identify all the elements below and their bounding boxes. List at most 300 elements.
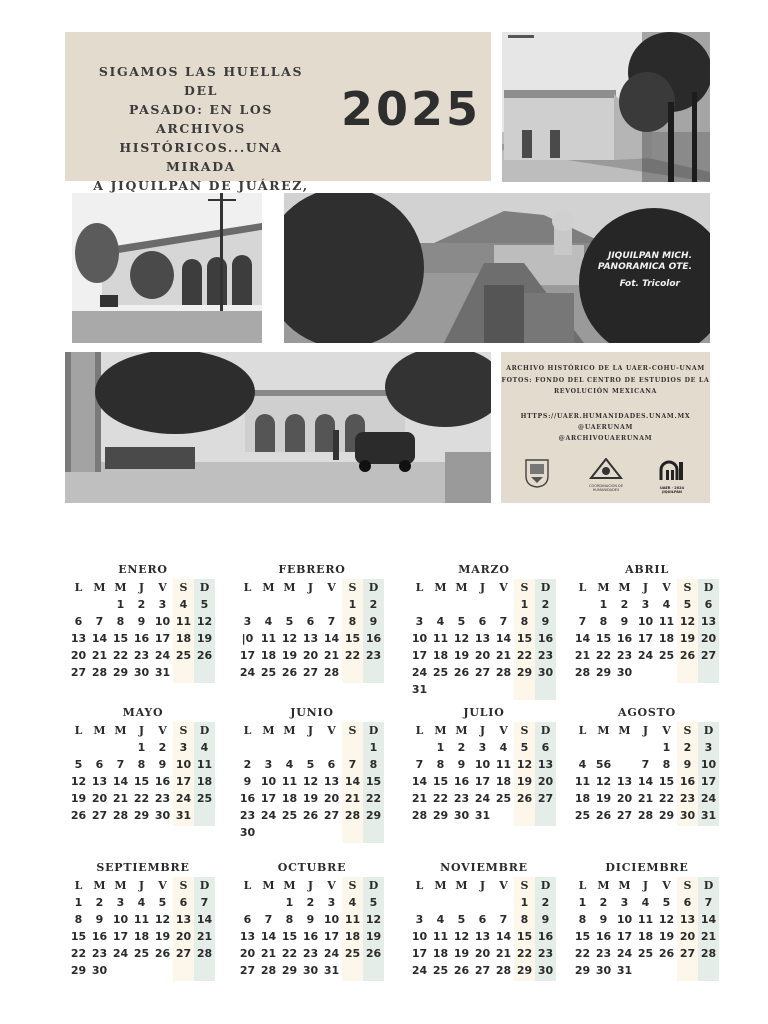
day-cell: 9 [683, 758, 692, 771]
day-cell: 4 [578, 758, 587, 771]
weekday-header: J [479, 724, 486, 737]
day-cell: 26 [281, 666, 298, 679]
day-cell: 13 [700, 615, 717, 628]
day-cell: 28 [637, 809, 654, 822]
day-cell: 6 [478, 615, 487, 628]
day-cell: 21 [495, 947, 512, 960]
day-cell: 16 [154, 775, 171, 788]
day-cell: 1 [520, 598, 529, 611]
day-cell: 9 [369, 615, 378, 628]
day-cell: 14 [637, 775, 654, 788]
day-cell: 8 [137, 758, 146, 771]
weekday-header: V [327, 724, 336, 737]
day-cell: 25 [658, 649, 675, 662]
day-cell: 22 [574, 947, 591, 960]
day-cell: 11 [133, 913, 150, 926]
day-cell: 15 [516, 632, 533, 645]
day-cell: 13 [175, 913, 192, 926]
weekday-header: D [199, 581, 210, 594]
day-cell: 25 [175, 649, 192, 662]
day-cell: 15 [70, 930, 87, 943]
day-cell: 23 [365, 649, 382, 662]
day-cell: 20 [175, 930, 192, 943]
weekday-header: M [93, 724, 106, 737]
day-cell: 14 [196, 913, 213, 926]
day-cell: 22 [365, 792, 382, 805]
weekday-header: S [520, 724, 529, 737]
day-cell: 6 [179, 896, 188, 909]
day-cell: 14 [411, 775, 428, 788]
day-cell: 16 [679, 775, 696, 788]
day-cell: 5 [285, 615, 294, 628]
day-cell: 12 [70, 775, 87, 788]
day-cell: 4 [499, 741, 508, 754]
day-cell: 10 [260, 775, 277, 788]
panorama-photo [284, 193, 710, 343]
weekday-header: L [578, 879, 587, 892]
day-cell: 24 [175, 792, 192, 805]
day-cell: 9 [95, 913, 104, 926]
day-cell: 23 [616, 649, 633, 662]
day-cell: 22 [70, 947, 87, 960]
day-cell: 9 [541, 913, 550, 926]
day-cell: 3 [415, 615, 424, 628]
day-cell: 7 [499, 913, 508, 926]
weekday-header: V [662, 724, 671, 737]
weekday-header: M [262, 581, 275, 594]
weekday-header: V [499, 879, 508, 892]
day-cell: 29 [595, 666, 612, 679]
day-cell: 18 [133, 930, 150, 943]
day-cell: 5 [457, 913, 466, 926]
day-cell: 28 [700, 947, 717, 960]
day-cell: 17 [616, 930, 633, 943]
weekday-header: D [368, 879, 379, 892]
weekday-header: L [415, 581, 424, 594]
day-cell: 12 [595, 775, 612, 788]
weekday-header: M [262, 879, 275, 892]
day-cell: 14 [112, 775, 129, 788]
weekday-header: M [455, 724, 468, 737]
day-cell: 26 [453, 666, 470, 679]
day-cell: 22 [516, 649, 533, 662]
day-cell: 17 [700, 775, 717, 788]
day-cell: 24 [154, 649, 171, 662]
day-cell: 9 [541, 615, 550, 628]
weekday-header: V [662, 879, 671, 892]
day-cell: 22 [112, 649, 129, 662]
weekday-header: L [243, 581, 252, 594]
day-cell: 16 [616, 632, 633, 645]
day-cell: 1 [285, 896, 294, 909]
day-cell: 30 [133, 666, 150, 679]
weekday-header: S [683, 581, 692, 594]
day-cell: 24 [616, 947, 633, 960]
month-name: JUNIO [290, 706, 334, 719]
day-cell: 10 [474, 758, 491, 771]
day-cell: 19 [595, 792, 612, 805]
day-cell: 2 [158, 741, 167, 754]
day-cell: 21 [495, 649, 512, 662]
day-cell: 25 [133, 947, 150, 960]
day-cell: 21 [344, 792, 361, 805]
coordinacion-logo-text: COORDINACIÓN DE HUMANIDADES [589, 484, 623, 492]
day-cell: 31 [700, 809, 717, 822]
weekday-header: J [642, 581, 649, 594]
day-cell: 13 [616, 775, 633, 788]
day-cell: 12 [453, 930, 470, 943]
weekday-header: M [283, 879, 296, 892]
day-cell: 19 [453, 649, 470, 662]
month-name: OCTUBRE [277, 861, 347, 874]
day-cell: 13 [679, 913, 696, 926]
unam-seal-logo [524, 458, 550, 488]
day-cell: 19 [453, 947, 470, 960]
day-cell: 10 [637, 615, 654, 628]
uaer-logo-text: UAER · 2024 JIQUILPAN [659, 486, 685, 494]
uaer-logo [658, 458, 686, 492]
day-cell: 2 [95, 896, 104, 909]
day-cell: 24 [411, 964, 428, 977]
social-handle-uaer[interactable]: @UAERUNAM [577, 424, 634, 431]
day-cell: 25 [260, 666, 277, 679]
day-cell: 1 [578, 896, 587, 909]
day-cell: 21 [637, 792, 654, 805]
day-cell: 11 [432, 930, 449, 943]
day-cell: 18 [432, 947, 449, 960]
day-cell: 28 [323, 666, 340, 679]
day-cell: 4 [436, 615, 445, 628]
day-cell: 18 [344, 930, 361, 943]
weekday-header: S [520, 581, 529, 594]
day-cell: 16 [595, 930, 612, 943]
day-cell: 12 [154, 913, 171, 926]
day-cell: 16 [537, 930, 554, 943]
day-cell: 19 [281, 649, 298, 662]
credits-photos: FOTOS: FONDO DEL CENTRO DE ESTUDIOS DE LA [501, 377, 710, 384]
day-cell: 18 [260, 649, 277, 662]
day-cell: 31 [616, 964, 633, 977]
day-cell: 29 [365, 809, 382, 822]
day-cell: 15 [344, 632, 361, 645]
day-cell: 23 [679, 792, 696, 805]
day-cell: 30 [453, 809, 470, 822]
day-cell: 2 [137, 598, 146, 611]
weekday-header: V [158, 724, 167, 737]
day-cell: 30 [595, 964, 612, 977]
day-cell: 11 [495, 758, 512, 771]
day-cell: 5 [520, 741, 529, 754]
weekday-header: M [262, 724, 275, 737]
day-cell: 27 [302, 666, 319, 679]
day-cell: 30 [91, 964, 108, 977]
day-cell: 3 [415, 913, 424, 926]
day-cell: 6 [327, 758, 336, 771]
weekday-header: M [597, 581, 610, 594]
day-cell: 10 [112, 913, 129, 926]
day-cell: 8 [285, 913, 294, 926]
day-cell: 19 [679, 632, 696, 645]
weekday-header: V [327, 879, 336, 892]
plaza-photo [65, 352, 491, 503]
day-cell: 56 [595, 758, 612, 771]
weekday-header: S [520, 879, 529, 892]
day-cell: 21 [91, 649, 108, 662]
day-cell: 27 [323, 809, 340, 822]
day-cell: 4 [200, 741, 209, 754]
weekday-header: L [74, 724, 83, 737]
day-cell: 7 [200, 896, 209, 909]
weekday-header: M [618, 879, 631, 892]
day-cell: 16 [91, 930, 108, 943]
coordinacion-humanidades-logo [588, 458, 624, 492]
day-cell: 12 [196, 615, 213, 628]
weekday-header: S [348, 879, 357, 892]
weekday-header: M [455, 879, 468, 892]
weekday-header: D [703, 879, 714, 892]
day-cell: 25 [637, 947, 654, 960]
weekday-header: J [642, 724, 649, 737]
day-cell: 16 [453, 775, 470, 788]
weekday-header: J [642, 879, 649, 892]
day-cell: 29 [281, 964, 298, 977]
day-cell: 27 [70, 666, 87, 679]
day-cell: 6 [541, 741, 550, 754]
day-cell: 29 [516, 666, 533, 679]
day-cell: 7 [327, 615, 336, 628]
weekday-header: D [368, 581, 379, 594]
day-cell: 24 [112, 947, 129, 960]
day-cell: 17 [175, 775, 192, 788]
day-cell: 7 [348, 758, 357, 771]
weekday-header: S [683, 724, 692, 737]
day-cell: 8 [520, 615, 529, 628]
day-cell: 1 [348, 598, 357, 611]
weekday-header: L [243, 724, 252, 737]
day-cell: 12 [453, 632, 470, 645]
day-cell: 8 [436, 758, 445, 771]
day-cell: 6 [95, 758, 104, 771]
month-name: SEPTIEMBRE [96, 861, 190, 874]
month-name: NOVIEMBRE [440, 861, 528, 874]
day-cell: 3 [179, 741, 188, 754]
day-cell: 23 [453, 792, 470, 805]
day-cell: 9 [137, 615, 146, 628]
day-cell: 14 [495, 930, 512, 943]
street-photo [502, 32, 710, 182]
credits-archive: ARCHIVO HISTÓRICO DE LA UAER-COHU-UNAM [506, 365, 705, 372]
day-cell: 5 [369, 896, 378, 909]
day-cell: 15 [432, 775, 449, 788]
day-cell: 20 [91, 792, 108, 805]
day-cell: 17 [323, 930, 340, 943]
weekday-header: M [434, 879, 447, 892]
day-cell: 30 [537, 964, 554, 977]
day-cell: 11 [260, 632, 277, 645]
day-cell: 25 [432, 666, 449, 679]
month-name: FEBRERO [278, 563, 346, 576]
website-link[interactable]: HTTPS://UAER.HUMANIDADES.UNAM.MX [520, 413, 691, 420]
day-cell: 6 [74, 615, 83, 628]
day-cell: 29 [658, 809, 675, 822]
day-cell: 9 [243, 775, 252, 788]
day-cell: 14 [574, 632, 591, 645]
day-cell: 30 [537, 666, 554, 679]
weekday-header: S [179, 879, 188, 892]
day-cell: 24 [323, 947, 340, 960]
day-cell: 14 [323, 632, 340, 645]
weekday-header: J [479, 879, 486, 892]
day-cell: 21 [574, 649, 591, 662]
day-cell: 31 [175, 809, 192, 822]
day-cell: 16 [239, 792, 256, 805]
weekday-header: M [618, 724, 631, 737]
day-cell: 27 [474, 666, 491, 679]
weekday-header: S [348, 581, 357, 594]
day-cell: 28 [411, 809, 428, 822]
day-cell: 12 [365, 913, 382, 926]
weekday-header: L [415, 724, 424, 737]
day-cell: 17 [637, 632, 654, 645]
weekday-header: M [93, 581, 106, 594]
day-cell: 4 [662, 598, 671, 611]
day-cell: 22 [133, 792, 150, 805]
day-cell: 7 [95, 615, 104, 628]
day-cell: 7 [116, 758, 125, 771]
day-cell: 3 [116, 896, 125, 909]
day-cell: 6 [704, 598, 713, 611]
day-cell: 30 [616, 666, 633, 679]
day-cell: 24 [411, 666, 428, 679]
day-cell: 5 [662, 896, 671, 909]
day-cell: 31 [411, 683, 428, 696]
day-cell: 17 [154, 632, 171, 645]
day-cell: 18 [637, 930, 654, 943]
day-cell: 17 [474, 775, 491, 788]
day-cell: 14 [700, 913, 717, 926]
day-cell: 28 [91, 666, 108, 679]
day-cell: 7 [704, 896, 713, 909]
day-cell: 13 [537, 758, 554, 771]
day-cell: 20 [70, 649, 87, 662]
day-cell: 13 [302, 632, 319, 645]
day-cell: 16 [302, 930, 319, 943]
day-cell: 25 [281, 809, 298, 822]
page-title: SIGAMOS LAS HUELLAS DEL PASADO: EN LOS ARCHIVOS HISTÓRICOS...UNA MIRADA A JIQUILPAN DE JUÁREZ, [93, 64, 309, 193]
day-cell: 20 [537, 775, 554, 788]
day-cell: 25 [432, 964, 449, 977]
month-name: AGOSTO [617, 706, 677, 719]
day-cell: 17 [411, 649, 428, 662]
day-cell: 26 [154, 947, 171, 960]
day-cell: 30 [154, 809, 171, 822]
day-cell: 19 [658, 930, 675, 943]
day-cell: 1 [599, 598, 608, 611]
day-cell: 15 [658, 775, 675, 788]
day-cell: 25 [344, 947, 361, 960]
day-cell: 28 [344, 809, 361, 822]
day-cell: 2 [599, 896, 608, 909]
day-cell: 2 [457, 741, 466, 754]
day-cell: 20 [474, 947, 491, 960]
day-cell: 14 [91, 632, 108, 645]
day-cell: 16 [133, 632, 150, 645]
day-cell: 12 [658, 913, 675, 926]
weekday-header: D [540, 879, 551, 892]
day-cell: 11 [658, 615, 675, 628]
day-cell: 20 [700, 632, 717, 645]
day-cell: 18 [281, 792, 298, 805]
day-cell: 20 [679, 930, 696, 943]
weekday-header: J [479, 581, 486, 594]
day-cell: 22 [658, 792, 675, 805]
day-cell: 11 [574, 775, 591, 788]
weekday-header: V [327, 581, 336, 594]
month-name: ABRIL [625, 563, 669, 576]
weekday-header: L [243, 879, 252, 892]
day-cell: 8 [74, 913, 83, 926]
day-cell: 12 [302, 775, 319, 788]
day-cell: 15 [281, 930, 298, 943]
day-cell: 23 [154, 792, 171, 805]
day-cell: 8 [578, 913, 587, 926]
month-name: DICIEMBRE [605, 861, 689, 874]
day-cell: 10 [323, 913, 340, 926]
day-cell: 15 [595, 632, 612, 645]
weekday-header: M [434, 724, 447, 737]
weekday-header: M [114, 724, 127, 737]
day-cell: 29 [516, 964, 533, 977]
day-cell: 31 [474, 809, 491, 822]
day-cell: 28 [574, 666, 591, 679]
social-handle-archivo[interactable]: @ARCHIVOUAERUNAM [558, 435, 653, 442]
day-cell: 26 [453, 964, 470, 977]
weekday-header: V [158, 879, 167, 892]
day-cell: 11 [344, 913, 361, 926]
weekday-header: J [138, 724, 145, 737]
month-name: MARZO [458, 563, 510, 576]
day-cell: 18 [175, 632, 192, 645]
day-cell: 13 [323, 775, 340, 788]
day-cell: 19 [365, 930, 382, 943]
day-cell: 18 [432, 649, 449, 662]
day-cell: 8 [116, 615, 125, 628]
day-cell: 26 [196, 649, 213, 662]
day-cell: 8 [369, 758, 378, 771]
weekday-header: M [597, 724, 610, 737]
day-cell: 22 [344, 649, 361, 662]
day-cell: 27 [474, 964, 491, 977]
day-cell: 26 [595, 809, 612, 822]
credits-photos-cont: REVOLUCIÓN MEXICANA [553, 388, 658, 395]
day-cell: 2 [541, 598, 550, 611]
day-cell: 3 [327, 896, 336, 909]
day-cell: 17 [239, 649, 256, 662]
day-cell: 20 [616, 792, 633, 805]
weekday-header: M [114, 581, 127, 594]
day-cell: 21 [411, 792, 428, 805]
day-cell: 3 [478, 741, 487, 754]
weekday-header: V [662, 581, 671, 594]
day-cell: 19 [196, 632, 213, 645]
day-cell: 9 [620, 615, 629, 628]
day-cell: 3 [641, 598, 650, 611]
day-cell: 7 [578, 615, 587, 628]
day-cell: 28 [495, 964, 512, 977]
day-cell: 12 [679, 615, 696, 628]
month-name: JULIO [463, 706, 505, 719]
weekday-header: L [74, 581, 83, 594]
